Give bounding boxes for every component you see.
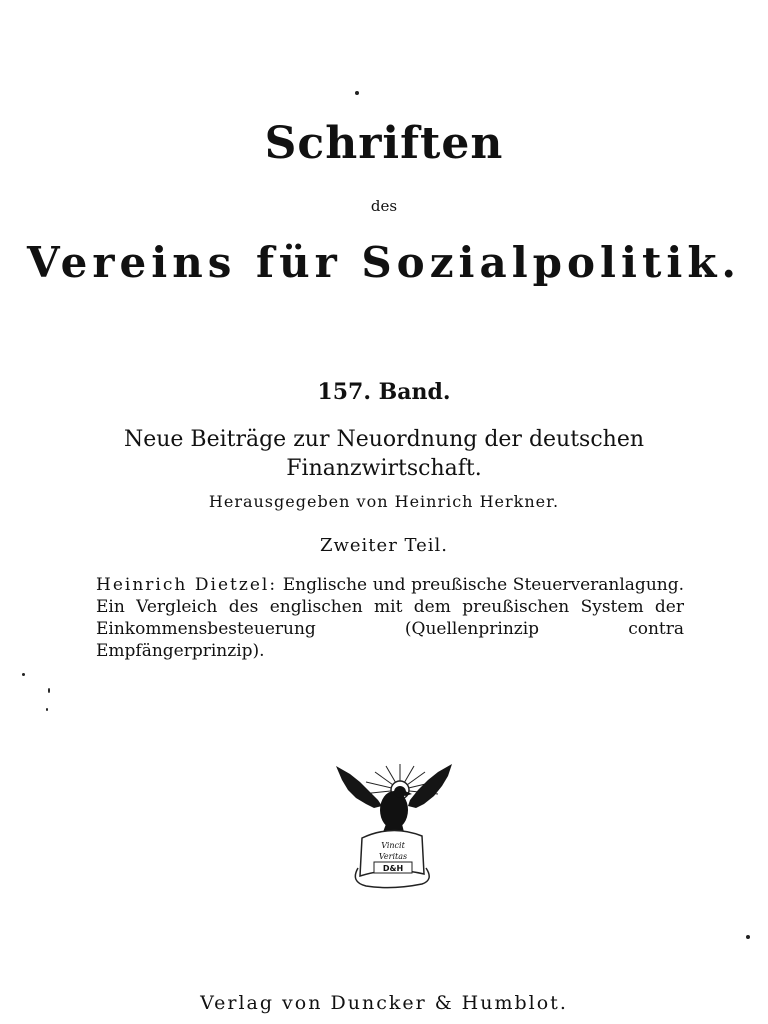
motto-scroll: [355, 830, 429, 887]
emblem-initials: D&H: [382, 864, 404, 873]
contents-line-2: Ein Vergleich des englischen mit dem preußischen System der: [96, 597, 684, 617]
volume-number: 157. Band.: [317, 379, 451, 405]
contents-line-1: [96, 574, 684, 596]
contents-block: [96, 574, 684, 662]
motto-line-2: Veritas: [378, 852, 408, 861]
series-connector: des: [370, 197, 398, 215]
editor-prefix: Herausgegeben von: [208, 492, 389, 511]
print-speck: [355, 91, 359, 95]
subtitle-line-2: Finanzwirtschaft.: [286, 456, 482, 481]
motto-line-1: Vincit: [381, 841, 405, 850]
subtitle-line-1: Neue Beiträge zur Neuordnung der deutschen: [123, 427, 645, 452]
series-title: Schriften: [264, 118, 504, 169]
print-speck: [48, 688, 50, 693]
part-label: Zweiter Teil.: [319, 535, 449, 556]
print-speck: [46, 708, 48, 711]
contents-title-part-1: Englische und preußische Steuerveranlagung.: [282, 575, 684, 595]
print-speck: [746, 935, 750, 939]
editor-line: [0, 492, 768, 511]
print-speck: [22, 673, 25, 676]
publisher-imprint: Verlag von Duncker & Humblot.: [200, 992, 568, 1014]
society-name: Vereins für Sozialpolitik.: [26, 238, 742, 287]
publisher-emblem: [330, 758, 456, 890]
contents-line-3: Einkommensbesteuerung (Quellenprinzip contra Empfängerprinzip).: [96, 619, 684, 661]
volume-subtitle: [0, 425, 768, 483]
contents-author: Heinrich Dietzel:: [96, 575, 278, 595]
editor-name: Heinrich Herkner.: [394, 492, 560, 511]
